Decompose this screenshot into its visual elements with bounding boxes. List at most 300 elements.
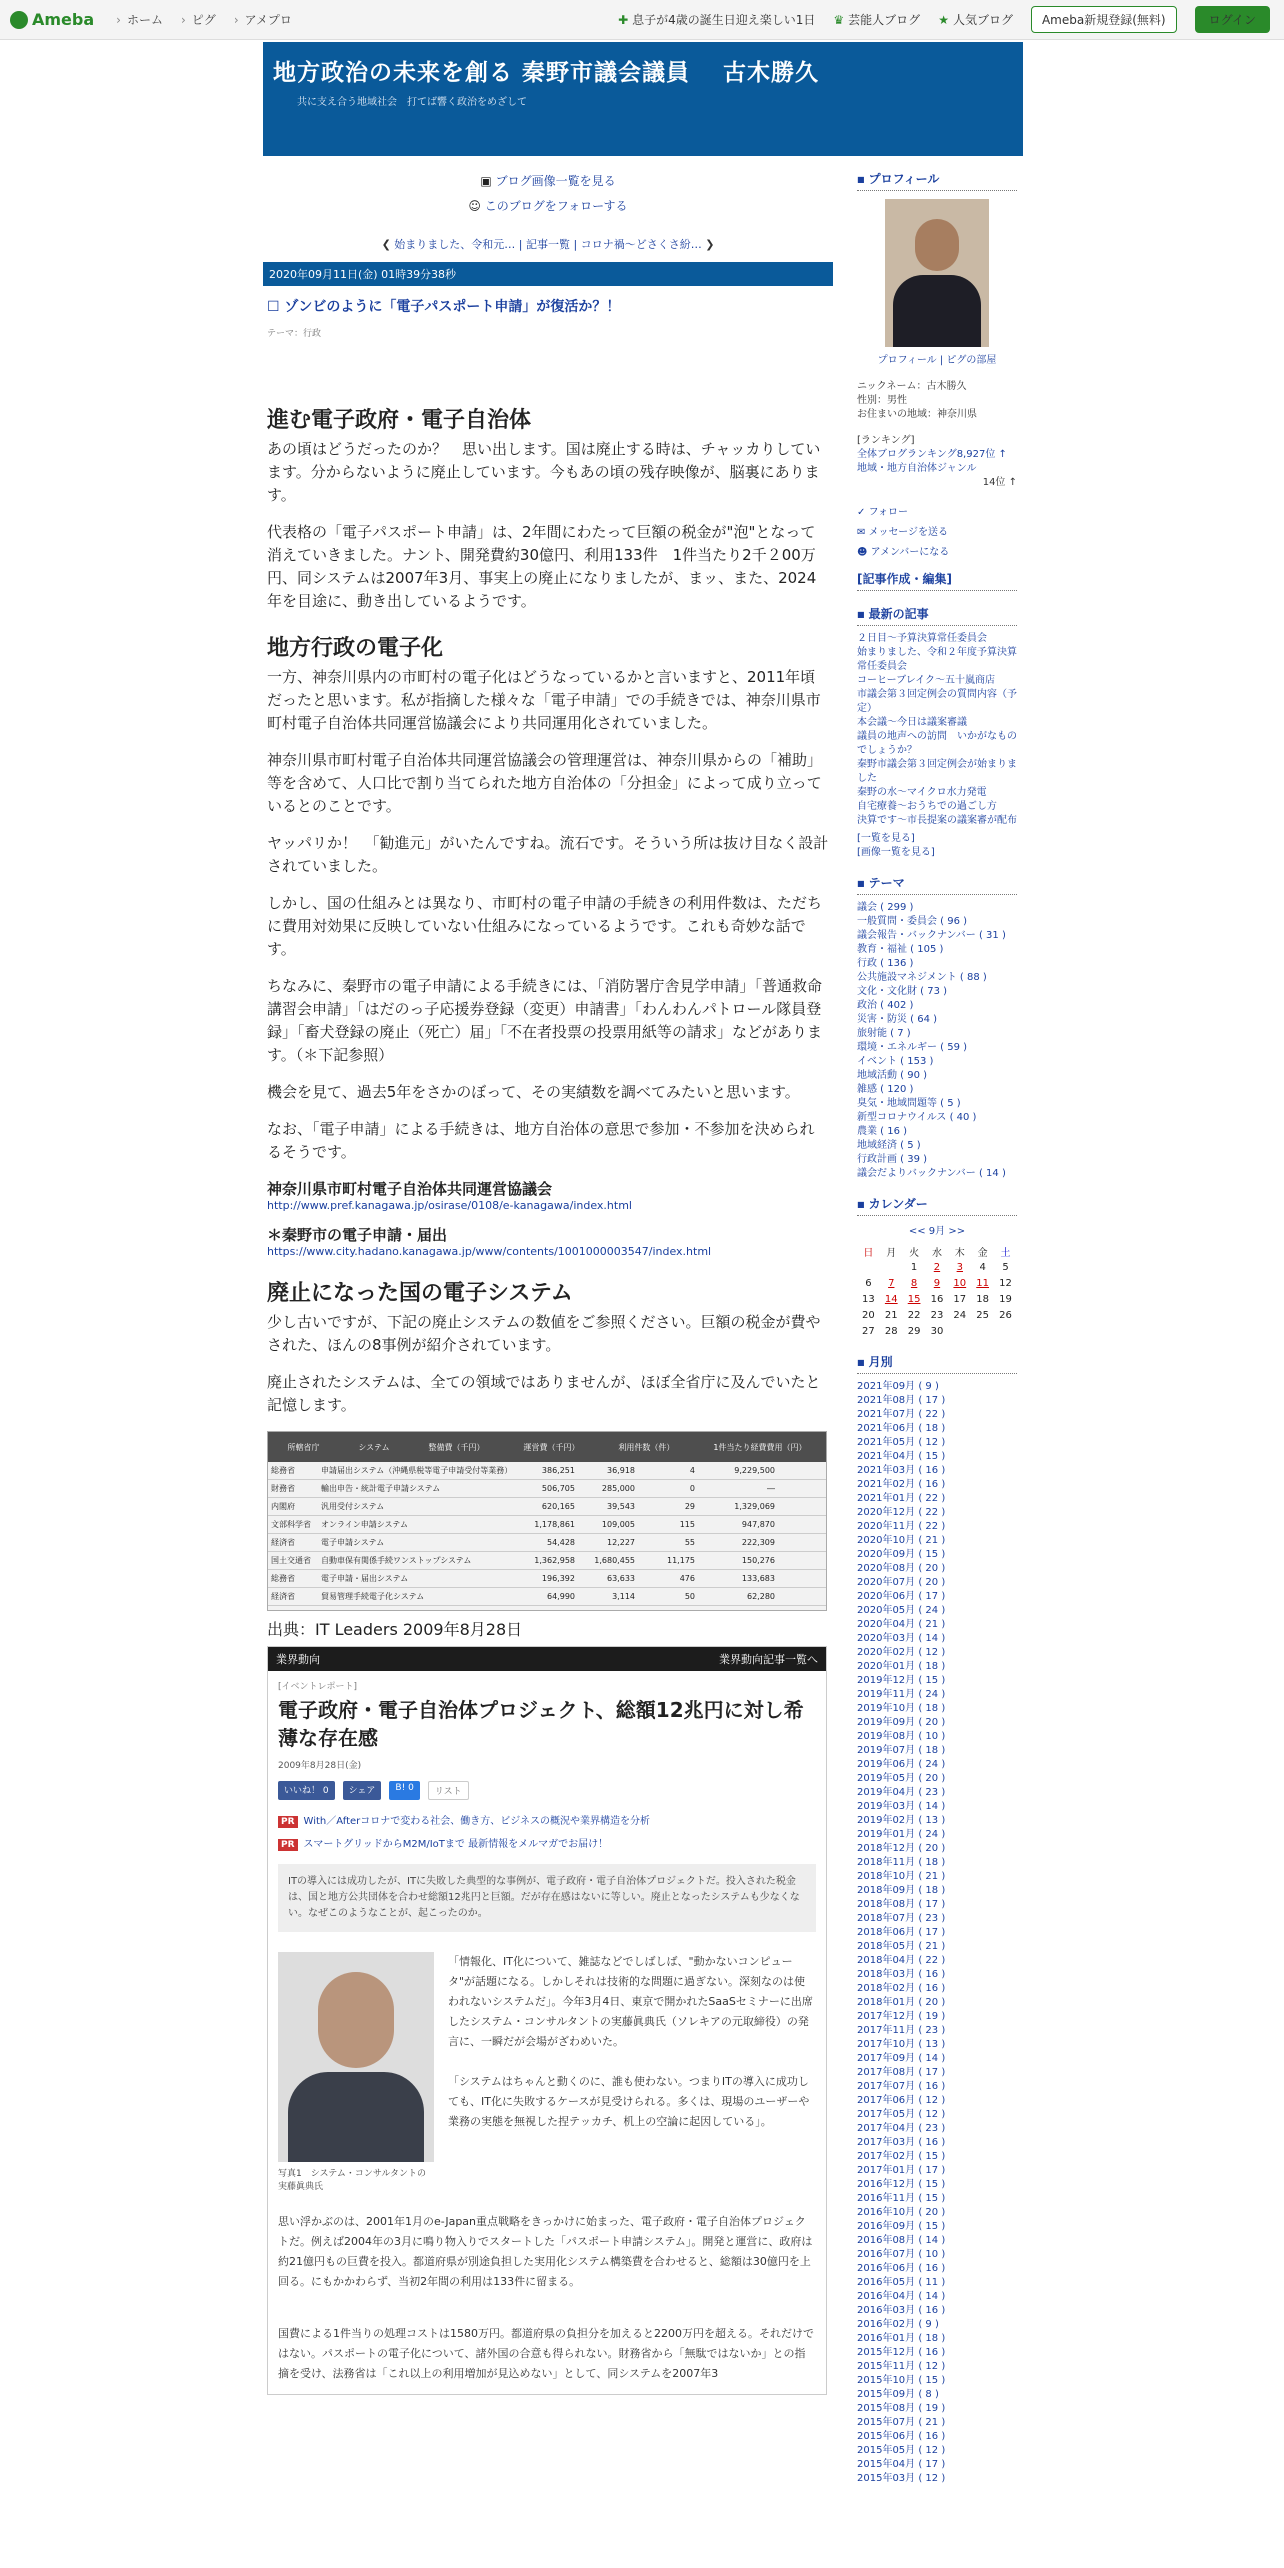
table-cell: 29 [684, 1502, 695, 1511]
write-entry-link[interactable]: [記事作成・編集] [857, 570, 1017, 591]
recent-entry-link[interactable]: 秦野市議会第３回定例会が始まりました [857, 759, 1017, 784]
archive-month-link[interactable]: 2018年11月 ( 18 ) [857, 1857, 946, 1868]
theme-link[interactable]: 環境・エネルギー ( 59 ) [857, 1042, 968, 1053]
entry-icon: ☐ [267, 299, 285, 315]
archive-month-link[interactable]: 2019年07月 ( 18 ) [857, 1745, 946, 1756]
profile-heading: ■ プロフィール [857, 170, 1017, 191]
archive-month-link[interactable]: 2016年03月 ( 16 ) [857, 2305, 946, 2316]
archive-month-link[interactable]: 2015年04月 ( 17 ) [857, 2459, 946, 2470]
table-row [268, 1480, 826, 1498]
archive-month-link[interactable]: 2018年09月 ( 18 ) [857, 1885, 946, 1896]
recent-images-link[interactable]: [画像一覧を見る] [857, 847, 935, 858]
calendar-weekday: 月 [886, 1247, 897, 1259]
blog-images-link[interactable]: ▣ ブログ画像一覧を見る [480, 174, 616, 188]
calendar-day [857, 1259, 880, 1275]
table-cell: 0 [689, 1484, 695, 1493]
archive-month-link[interactable]: 2016年08月 ( 14 ) [857, 2235, 946, 2246]
archive-month-link[interactable]: 2019年06月 ( 24 ) [857, 1759, 946, 1770]
link-kanagawa[interactable]: http://www.pref.kanagawa.jp/osirase/0108/e-kanagawa/index.html [267, 1199, 632, 1212]
table-cell: 経済省 [271, 1592, 295, 1601]
calendar-day: 1 [910, 1261, 918, 1273]
archive-month-link[interactable]: 2018年12月 ( 20 ) [857, 1843, 946, 1854]
calendar-day: 26 [999, 1309, 1012, 1321]
article-date: 2009年8月28日(金) [278, 1761, 362, 1771]
table-cell: 222,309 [741, 1538, 775, 1547]
table-cell: 電子申請・届出システム [321, 1574, 409, 1583]
calendar-day[interactable]: 11 [976, 1277, 989, 1289]
calendar-day [994, 1323, 1017, 1339]
archive-month-link[interactable]: 2017年01月 ( 17 ) [857, 2165, 946, 2176]
top-link-news[interactable]: ✚ 息子が4歳の誕生日迎え楽しい1日 [618, 12, 816, 27]
table-cell: 150,276 [741, 1556, 775, 1565]
theme-link[interactable]: 議会 ( 299 ) [857, 902, 914, 913]
calendar-weekday: 水 [931, 1247, 942, 1259]
table-cell: 輸出申告・統計電子申請システム [321, 1484, 441, 1493]
calendar-day: 28 [884, 1325, 898, 1337]
calendar [857, 1222, 1017, 1339]
archive-month-link[interactable]: 2017年09月 ( 14 ) [857, 2053, 946, 2064]
archive-month-link[interactable]: 2015年05月 ( 12 ) [857, 2445, 946, 2456]
theme-link[interactable]: 教育・福祉 ( 105 ) [857, 944, 944, 955]
archive-month-link[interactable]: 2020年08月 ( 20 ) [857, 1563, 946, 1574]
table-cell: 63,633 [607, 1574, 635, 1583]
table-cell: 54,428 [547, 1538, 575, 1547]
article-bar-label: 業界動向 [276, 1653, 320, 1666]
main-column [263, 160, 833, 2395]
archive-month-link[interactable]: 2017年05月 ( 12 ) [857, 2109, 946, 2120]
archive-month-link[interactable]: 2020年01月 ( 18 ) [857, 1661, 946, 1672]
table-cell: 1,178,861 [534, 1520, 575, 1529]
archive-month-link[interactable]: 2020年10月 ( 21 ) [857, 1535, 946, 1546]
calendar-day: 24 [953, 1309, 967, 1321]
article-paragraph: 思い浮かぶのは、2001年1月のe-Japan重点戦略をきっかけに始まった、電子政府・電子自治体プロジェクトだ。例えば2004年の3月に鳴り物入りでスタートした「パスポート申請システム」。開発と運営に、政府は約21億円もの巨費を投入。都道府県が別途負担した実用化システム構築費を合わせると、総額は30億円を上回る。にもかかわらず、当初2年間の利用は133件に留まる。 [278, 2215, 813, 2288]
archive-month-link[interactable]: 2015年06月 ( 16 ) [857, 2431, 946, 2442]
table-cell: 36,918 [607, 1466, 635, 1475]
archive-month-link[interactable]: 2018年04月 ( 22 ) [857, 1955, 946, 1966]
recent-entry-link[interactable]: 本会議～今日は議案審議 [857, 717, 967, 728]
archive-month-link[interactable]: 2018年06月 ( 17 ) [857, 1927, 946, 1938]
crown-icon: ♛ [833, 12, 845, 27]
archive-month-link[interactable]: 2021年05月 ( 12 ) [857, 1437, 946, 1448]
archive-month-link[interactable]: 2019年08月 ( 10 ) [857, 1731, 946, 1742]
follow-blog-link[interactable]: ☺ このブログをフォローする [468, 199, 628, 213]
archive-month-link[interactable]: 2021年07月 ( 22 ) [857, 1409, 946, 1420]
theme-link[interactable]: 雑感 ( 120 ) [857, 1084, 914, 1095]
archive-month-link[interactable]: 2018年01月 ( 20 ) [857, 1997, 946, 2008]
archive-month-link[interactable]: 2019年03月 ( 14 ) [857, 1801, 946, 1812]
recent-more-link[interactable]: [一覧を見る] [857, 833, 915, 844]
calendar-day: 6 [865, 1277, 872, 1289]
calendar-day [880, 1259, 903, 1275]
archive-month-link[interactable]: 2017年12月 ( 19 ) [857, 2011, 946, 2022]
archive-month-link[interactable]: 2018年07月 ( 23 ) [857, 1913, 946, 1924]
follow-icon: ✓ [857, 507, 869, 518]
calendar-day[interactable]: 10 [953, 1277, 967, 1289]
table-cell: 9,229,500 [734, 1466, 775, 1475]
archive-month-link[interactable]: 2019年11月 ( 24 ) [857, 1689, 946, 1700]
follow-link[interactable]: ✓ フォロー [857, 507, 909, 518]
table-cell: 133,683 [741, 1574, 775, 1583]
calendar-weekday: 木 [954, 1247, 965, 1259]
archive-month-link[interactable]: 2017年02月 ( 15 ) [857, 2151, 946, 2162]
archive-month-link[interactable]: 2017年04月 ( 23 ) [857, 2123, 946, 2134]
table-cell: 55 [684, 1538, 695, 1547]
entry-title[interactable]: ☐ ゾンビのように「電子パスポート申請」が復活か？！ [267, 299, 621, 315]
calendar-weekday: 金 [977, 1247, 988, 1259]
paragraph: しかし、国の仕組みとは異なり、市町村の電子申請の手続きの利用件数は、ただちに費用対効果に反映していない仕組みになっているようです。これも奇妙な話です。 [267, 894, 823, 958]
archive-month-link[interactable]: 2016年07月 ( 10 ) [857, 2249, 946, 2260]
calendar-day: 25 [976, 1309, 989, 1321]
article-lead: ITの導入には成功したが、ITに失敗した典型的な事例が、電子政府・電子自治体プロジェクトだ。投入された税金は、国と地方公共団体を合わせ総額12兆円と巨額。だが存在感はないに等しい。廃止となったシステムも少なくない。なぜこのようなことが、起こったのか。 [278, 1864, 816, 1932]
archive-month-link[interactable]: 2016年02月 ( 9 ) [857, 2319, 939, 2330]
theme-link[interactable]: 地域経済 ( 5 ) [857, 1140, 921, 1151]
archive-month-link[interactable]: 2020年05月 ( 24 ) [857, 1605, 946, 1616]
clover-icon: ✚ [618, 12, 629, 27]
calendar-day: 22 [907, 1309, 921, 1321]
next-arrow-icon: ❯ [701, 238, 715, 251]
nav-home[interactable]: › ホーム [116, 11, 163, 28]
archive-month-link[interactable]: 2018年03月 ( 16 ) [857, 1969, 946, 1980]
table-header-cell: 利用件数（件） [618, 1442, 675, 1452]
theme-link[interactable]: 行政 ( 136 ) [857, 958, 914, 969]
mail-icon: ✉ [857, 527, 869, 538]
table-cell: 62,280 [747, 1592, 775, 1601]
table-cell: 貿易管理手続電子化システム [321, 1592, 425, 1601]
table-header-cell: システム [358, 1442, 390, 1452]
login-button[interactable]: ログイン [1195, 6, 1270, 33]
archive-month-link[interactable]: 2015年09月 ( 8 ) [857, 2389, 939, 2400]
table-cell: 1,362,958 [534, 1556, 575, 1565]
table-header-cell: 運営費（千円） [523, 1442, 580, 1452]
archive-month-link[interactable]: 2015年11月 ( 12 ) [857, 2361, 946, 2372]
blog-header [263, 42, 1023, 156]
profile-photo[interactable] [885, 199, 989, 347]
archive-month-link[interactable]: 2021年04月 ( 15 ) [857, 1451, 946, 1462]
table-row [268, 1498, 826, 1516]
table-row [268, 1588, 826, 1606]
archive-month-link[interactable]: 2021年03月 ( 16 ) [857, 1465, 946, 1476]
archive-month-link[interactable]: 2019年05月 ( 20 ) [857, 1773, 946, 1784]
archive-month-link[interactable]: 2020年12月 ( 22 ) [857, 1507, 946, 1518]
theme-heading: ■ テーマ [857, 874, 1017, 895]
table-cell: 476 [679, 1574, 695, 1583]
archive-month-link[interactable]: 2016年11月 ( 15 ) [857, 2193, 946, 2204]
archive-month-link[interactable]: 2018年08月 ( 17 ) [857, 1899, 946, 1910]
archive-month-link[interactable]: 2018年10月 ( 21 ) [857, 1871, 946, 1882]
top-links [618, 6, 1270, 33]
table-cell: 386,251 [541, 1466, 575, 1475]
archive-month-link[interactable]: 2021年02月 ( 16 ) [857, 1479, 946, 1490]
blog-subtitle: 共に支え合う地域社会 打てば響く政治をめざして [297, 97, 527, 108]
archive-month-link[interactable]: 2021年08月 ( 17 ) [857, 1395, 946, 1406]
table-row [268, 1534, 826, 1552]
star-icon: ★ [938, 12, 949, 27]
calendar-day: 4 [979, 1261, 986, 1273]
paragraph: 一方、神奈川県内の市町村の電子化はどうなっているかと言いますと、2011年頃だったと思います。私が指摘した様々な「電子申請」での手続きでは、神奈川県市町村電子自治体共同運営協議会により共同運用化されていました。 [267, 668, 821, 732]
theme-link[interactable]: 農業 ( 16 ) [857, 1126, 908, 1137]
top-link-popular-blog[interactable]: ★ 人気ブログ [938, 12, 1013, 27]
archive-month-link[interactable]: 2020年07月 ( 20 ) [857, 1577, 946, 1588]
archive-month-link[interactable]: 2016年12月 ( 15 ) [857, 2179, 946, 2190]
calendar-day: 16 [930, 1293, 944, 1305]
heading-3b: ＊秦野市の電子申請・届出 [267, 1226, 448, 1244]
paragraph: ちなみに、秦野市の電子申請による手続きには、「消防署庁舎見学申請」「普通救命講習会申請」「はだのっ子応援券登録（変更）申請書」「わんわんパトロール隊員登録」「畜犬登録の廃止（死亡）届」「不在者投票の投票用紙等の請求」などがあります。（＊下記参照） [267, 977, 823, 1064]
theme-link[interactable]: 議会だよりバックナンバー ( 14 ) [857, 1168, 1006, 1179]
table-cell: 文部科学省 [271, 1520, 311, 1529]
table-header-cell: 整備費（千円） [428, 1442, 485, 1452]
archive-month-link[interactable]: 2020年03月 ( 14 ) [857, 1633, 946, 1644]
calendar-day: 18 [976, 1293, 989, 1305]
table-cell: 11,175 [667, 1556, 695, 1565]
calendar-day: 29 [907, 1325, 921, 1337]
itleaders-article-image [267, 1646, 827, 2395]
archive-month-link[interactable]: 2015年08月 ( 19 ) [857, 2403, 946, 2414]
archive-month-link[interactable]: 2021年01月 ( 22 ) [857, 1493, 946, 1504]
paragraph: 機会を見て、過去5年をさかのぼって、その実績数を調べてみたいと思います。 [267, 1083, 800, 1101]
source-credit: 出典：IT Leaders 2009年8月28日 [267, 1620, 523, 1639]
archive-month-link[interactable]: 2016年09月 ( 15 ) [857, 2221, 946, 2232]
paragraph: 代表格の「電子パスポート申請」は、2年間にわたって巨額の税金が"泡"となって消えていきました。ナント、開発費約30億円、利用133件 1件当たり2千２00万円、同システムは2007年3月、事実上の廃止になりましたが、まッ、また、2024年を目途に、動き出しているようです。 [267, 523, 817, 610]
calendar-day: 21 [884, 1309, 898, 1321]
archive-month-link[interactable]: 2021年06月 ( 18 ) [857, 1423, 946, 1434]
blog-title[interactable]: 地方政治の未来を創る 秦野市議会議員 古木勝久 [273, 60, 820, 86]
article-bar-link: 業界動向記事一覧へ [719, 1653, 818, 1666]
archive-month-link[interactable]: 2020年11月 ( 22 ) [857, 1521, 946, 1532]
share-badge: シェア [343, 1781, 382, 1800]
archive-month-link[interactable]: 2017年08月 ( 17 ) [857, 2067, 946, 2078]
follow-icon: ☺ [468, 199, 485, 213]
table-cell: 総務省 [271, 1466, 295, 1475]
archive-month-link[interactable]: 2016年01月 ( 18 ) [857, 2333, 946, 2344]
archive-month-link[interactable]: 2015年07月 ( 21 ) [857, 2417, 946, 2428]
gender: 性別：男性 [857, 395, 907, 406]
calendar-weekday: 土 [1000, 1247, 1011, 1259]
calendar-weekday: 日 [863, 1247, 874, 1259]
prev-arrow-icon: ❮ [381, 238, 395, 251]
message-link[interactable]: ✉ メッセージを送る [857, 527, 948, 538]
table-row [268, 1462, 826, 1480]
archive-month-link[interactable]: 2016年05月 ( 11 ) [857, 2277, 946, 2288]
archive-month-link[interactable]: 2018年05月 ( 21 ) [857, 1941, 946, 1952]
nav-pigg[interactable]: › ピグ [181, 11, 216, 28]
paragraph: なお、「電子申請」による手続きは、地方自治体の意思で参加・不参加を決められるそうです。 [267, 1120, 815, 1161]
entry-pager[interactable]: ❮ 始まりました、令和元… | 記事一覧 | コロナ禍～どさくさ紛… ❯ [381, 238, 715, 251]
abolished-systems-table-image [267, 1431, 827, 1611]
ameba-logo-icon [10, 11, 28, 29]
calendar-day[interactable]: 2 [933, 1261, 941, 1273]
paragraph: 廃止されたシステムは、全ての領域ではありませんが、ほぼ全省庁に及んでいたと記憶します。 [267, 1373, 821, 1414]
paragraph: 神奈川県市町村電子自治体共同運営協議会の管理運営は、神奈川県からの「補助」等を含めて、人口比で割り当てられた地方自治体の「分担金」によって成り立っているとのことです。 [267, 751, 823, 815]
archive-month-link[interactable]: 2017年06月 ( 12 ) [857, 2095, 946, 2106]
calendar-day: 19 [999, 1293, 1012, 1305]
nav-amepro[interactable]: › アメプロ [234, 11, 292, 28]
photo-caption: 写真1 システム・コンサルタントの実藤眞典氏 [278, 2169, 427, 2192]
recent-heading: ■ 最新の記事 [857, 605, 1017, 626]
table-cell: 39,543 [607, 1502, 635, 1511]
article-title: 電子政府・電子自治体プロジェクト、総額12兆円に対し希薄な存在感 [278, 1698, 804, 1750]
table-cell: 財務省 [271, 1484, 295, 1493]
theme-link[interactable]: 地域活動 ( 90 ) [857, 1070, 928, 1081]
theme-link[interactable]: 臭気・地域問題等 ( 5 ) [857, 1098, 961, 1109]
table-row [268, 1570, 826, 1588]
list-badge: リスト [428, 1781, 469, 1800]
ranking-genre[interactable]: 地域・地方自治体ジャンル [857, 463, 977, 474]
table-cell: 1,329,069 [734, 1502, 775, 1511]
archive-month-link[interactable]: 2019年01月 ( 24 ) [857, 1829, 946, 1840]
calendar-day: 13 [862, 1293, 875, 1305]
pr-line-2: PR スマートグリッドからM2M/IoTまで 最新情報をメルマガでお届け！ [268, 1831, 826, 1854]
archive-month-link[interactable]: 2019年10月 ( 18 ) [857, 1703, 946, 1714]
monthly-heading: ■ 月別 [857, 1353, 1017, 1374]
archive-month-link[interactable]: 2016年06月 ( 16 ) [857, 2263, 946, 2274]
link-hadano[interactable]: https://www.city.hadano.kanagawa.jp/www/contents/1001000003547/index.html [267, 1245, 712, 1258]
nickname: ニックネーム：古木勝久 [857, 381, 967, 392]
table-cell: 電子申請システム [321, 1538, 385, 1547]
calendar-month-nav[interactable]: << 9月 >> [908, 1226, 966, 1237]
calendar-day: 30 [930, 1325, 944, 1337]
table-cell: 285,000 [601, 1484, 635, 1493]
calendar-day [971, 1323, 994, 1339]
calendar-day[interactable]: 3 [956, 1261, 963, 1273]
archive-month-link[interactable]: 2019年09月 ( 20 ) [857, 1717, 946, 1728]
recent-entry-link[interactable]: 始まりました、令和２年度予算決算常任委員会 [857, 647, 1017, 672]
top-nav [116, 11, 292, 28]
calendar-day: 20 [862, 1309, 875, 1321]
article-quote-1: 「情報化、IT化について、雑誌などでしばしば、"動かないコンピュータ"が話題になる。しかしそれは技術的な問題に過ぎない。深刻なのは使われないシステムだ」。今年3月4日、東京で開かれたSaaSセミナーに出席したシステム・コンサルタントの実藤眞典氏（ソレキアの元取締役）の発言に、一瞬だが会場がざわめいた。 [448, 1955, 813, 2048]
calendar-day[interactable]: 9 [933, 1277, 941, 1289]
recent-entry-link[interactable]: 決算です～市長提案の議案審が配布 [857, 815, 1017, 826]
theme-link[interactable]: 政治 ( 402 ) [857, 1000, 914, 1011]
calendar-day: 23 [930, 1309, 944, 1321]
archive-month-link[interactable]: 2019年04月 ( 23 ) [857, 1787, 946, 1798]
consultant-photo [278, 1952, 434, 2162]
theme-link[interactable]: 一般質問・委員会 ( 96 ) [857, 916, 968, 927]
table-cell: 自動車保有関係手続ワンストップシステム [321, 1556, 472, 1565]
archive-month-link[interactable]: 2020年09月 ( 15 ) [857, 1549, 946, 1560]
archive-month-link[interactable]: 2017年10月 ( 13 ) [857, 2039, 946, 2050]
archive-month-link[interactable]: 2017年03月 ( 16 ) [857, 2137, 946, 2148]
table-cell: 196,392 [541, 1574, 575, 1583]
table-row [268, 1516, 826, 1534]
article-paragraph: 国費による1件当りの処理コストは1580万円。都道府県の負担分を加えると2200万円を超える。それだけではない。パスポートの電子化について、諸外国の合意も得られない。財務省から「無駄ではないか」との指摘を受け、法務省は「これ以上の利用増加が見込めない」として、同システムを2007年3 [278, 2327, 814, 2380]
theme-link[interactable]: 公共施設マネジメント ( 88 ) [857, 972, 987, 983]
table-cell: ― [767, 1484, 775, 1493]
register-button[interactable]: Ameba新規登録(無料) [1031, 6, 1177, 33]
table-cell: 620,165 [541, 1502, 575, 1511]
table-cell: 申請届出システム（沖縄県税等電子申請受付等業務） [321, 1466, 513, 1475]
heading-3a: 神奈川県市町村電子自治体共同運営協議会 [267, 1180, 553, 1198]
calendar-day[interactable]: 14 [884, 1293, 898, 1305]
theme-link[interactable]: 災害・防災 ( 64 ) [857, 1014, 938, 1025]
amember-link[interactable]: ☻ アメンバーになる [857, 547, 950, 558]
table-cell: 汎用受付システム [321, 1502, 385, 1511]
archive-month-link[interactable]: 2020年04月 ( 21 ) [857, 1619, 946, 1630]
calendar-heading: ■ カレンダー [857, 1195, 1017, 1216]
recent-entry-link[interactable]: 秦野の水～マイクロ水力発電 [857, 787, 987, 798]
table-header-cell: 1件当たり経費費用（円） [713, 1442, 807, 1452]
ranking-genre-rank: 14位 ↑ [982, 477, 1017, 488]
table-cell: 総務省 [271, 1574, 295, 1583]
ameba-logo[interactable]: Ameba [10, 10, 94, 29]
calendar-day[interactable]: 7 [888, 1277, 895, 1289]
table-cell: オンライン申請システム [321, 1520, 408, 1529]
archive-month-link[interactable]: 2020年02月 ( 12 ) [857, 1647, 946, 1658]
table-header-cell: 所轄省庁 [287, 1442, 320, 1452]
recent-entry-link[interactable]: ２日目～予算決算常任委員会 [857, 633, 987, 644]
article-quote-2: 「システムはちゃんと動くのに、誰も使わない。つまりITの導入に成功しても、IT化に失敗するケースが見受けられる。多くは、現場のユーザーや業務の実態を無視した捏テッカチ、机上の空論に起因している」。 [448, 2075, 810, 2128]
entry-date: 2020年09月11日(金) 01時39分38秒 [263, 262, 833, 286]
ranking-label: [ランキング] [857, 435, 915, 446]
pr-line-1: PR With／Afterコロナで変わる社会、働き方、ビジネスの概況や業界構造を分析 [268, 1808, 826, 1831]
archive-month-link[interactable]: 2015年10月 ( 15 ) [857, 2375, 946, 2386]
table-cell: 1,680,455 [594, 1556, 635, 1565]
theme-link[interactable]: 旅射能 ( 7 ) [857, 1028, 911, 1039]
archive-month-link[interactable]: 2020年06月 ( 17 ) [857, 1591, 946, 1602]
archive-month-link[interactable]: 2015年03月 ( 12 ) [857, 2473, 946, 2484]
recent-entry-link[interactable]: 議員の地声への訪問 いかがなものでしょうか？ [857, 731, 1017, 756]
recent-entry-link[interactable]: 自宅療養～おうちでの過ごし方 [857, 801, 997, 812]
table-cell: 64,990 [547, 1592, 575, 1601]
table-cell: 国土交通省 [271, 1556, 311, 1565]
table-cell: 4 [689, 1466, 695, 1475]
calendar-day: 12 [999, 1277, 1012, 1289]
profile-links[interactable]: プロフィール | ピグの部屋 [877, 355, 997, 366]
table-cell: 12,227 [607, 1538, 635, 1547]
table-cell: 内閣府 [271, 1502, 295, 1511]
theme-link[interactable]: 文化・文化財 ( 73 ) [857, 986, 948, 997]
image-icon: ▣ [480, 174, 496, 188]
paragraph: 少し古いですが、下記の廃止システムの数値をご参照ください。巨額の税金が費やされた、ほんの8事例が紹介されています。 [267, 1313, 821, 1354]
recent-entry-link[interactable]: コーヒーブレイク～五十嵐商店 [857, 675, 995, 686]
area: お住まいの地域：神奈川県 [857, 409, 977, 420]
archive-month-link[interactable]: 2019年12月 ( 15 ) [857, 1675, 946, 1686]
calendar-day [948, 1323, 971, 1339]
table-cell: 経済省 [271, 1538, 295, 1547]
calendar-day[interactable]: 8 [910, 1277, 918, 1289]
theme-link[interactable]: 議会報告・バックナンバー ( 31 ) [857, 930, 1006, 941]
archive-month-link[interactable]: 2017年07月 ( 16 ) [857, 2081, 946, 2092]
ameba-top-bar [0, 0, 1284, 40]
archive-month-link[interactable]: 2019年02月 ( 13 ) [857, 1815, 946, 1826]
calendar-day[interactable]: 15 [907, 1293, 921, 1305]
ranking-overall[interactable]: 全体ブログランキング8,927位 ↑ [857, 449, 1007, 460]
archive-month-link[interactable]: 2018年02月 ( 16 ) [857, 1983, 946, 1994]
calendar-day: 27 [862, 1325, 875, 1337]
article-category: [イベントレポート] [278, 1682, 358, 1692]
entry-theme[interactable]: テーマ：行政 [267, 329, 322, 339]
entry-body [263, 403, 833, 2395]
recent-entry-link[interactable]: 市議会第３回定例会の質問内容（予定） [857, 689, 1017, 714]
table-row [268, 1552, 826, 1570]
theme-link[interactable]: イベント ( 153 ) [857, 1056, 934, 1067]
archive-month-link[interactable]: 2021年09月 ( 9 ) [857, 1381, 939, 1392]
like-badge: いいね！ 0 [278, 1781, 335, 1800]
archive-month-link[interactable]: 2017年11月 ( 23 ) [857, 2025, 946, 2036]
table-cell: 115 [679, 1520, 695, 1529]
heading-2: 地方行政の電子化 [267, 636, 444, 661]
theme-link[interactable]: 新型コロナウイルス ( 40 ) [857, 1112, 977, 1123]
heading-1: 進む電子政府・電子自治体 [267, 408, 532, 433]
calendar-day: 5 [1002, 1261, 1009, 1273]
archive-month-link[interactable]: 2015年12月 ( 16 ) [857, 2347, 946, 2358]
sidebar [857, 170, 1017, 2486]
theme-link[interactable]: 行政計画 ( 39 ) [857, 1154, 928, 1165]
archive-month-link[interactable]: 2016年04月 ( 14 ) [857, 2291, 946, 2302]
top-link-celeb-blog[interactable]: ♛ 芸能人ブログ [833, 12, 921, 27]
amember-icon: ☻ [857, 547, 871, 558]
archive-month-link[interactable]: 2016年10月 ( 20 ) [857, 2207, 946, 2218]
calendar-weekday: 火 [909, 1247, 920, 1259]
